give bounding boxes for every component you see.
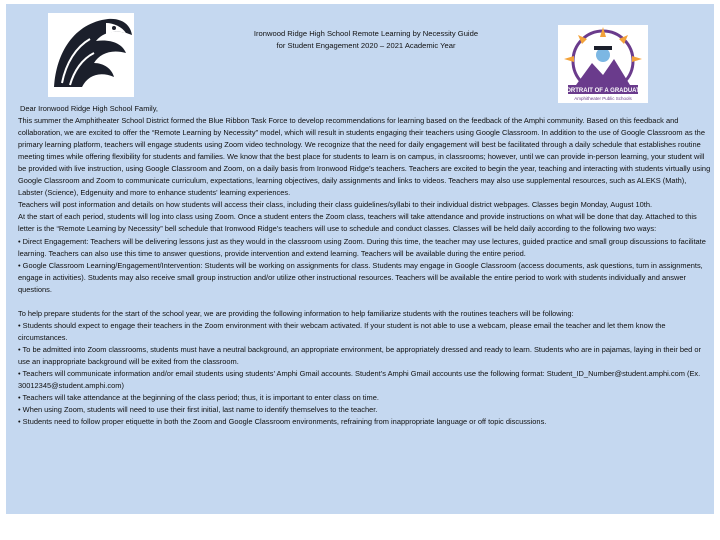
bullet-item: • Students should expect to engage their teachers in the Zoom environment with their webcam activated. If your student is not able to use a webcam, please email the teacher and let them know the circumstances. <box>18 320 666 342</box>
paragraph: Teachers will post information and details on how students will access their class, including their class guidelines/syllabi to their individual district webpages. Classes begin Monday, August 10th. <box>18 200 653 210</box>
svg-text:Amphitheater Public Schools: Amphitheater Public Schools <box>574 96 632 101</box>
bullet-item: • Google Classroom Learning/Engagement/Intervention: Students will be working on assignments for class. Students may engage in Google Classroom (access documents, ask questions, turn in assignments, engage in activities). Students may also receive small group instruction and/or utilize other instructional resources. Teachers will be available the entire period to work with students individually and answer questions. <box>18 260 703 294</box>
bullet-item: • Teachers will communicate information and/or email students using students’ Amphi Gmail accounts. Student’s Amphi Gmail accounts use the following format: Student_ID_Number@student.amphi.com (Ex. 30012345@student.amphi.com) <box>18 368 701 391</box>
paragraph: This summer the Amphitheater School District formed the Blue Ribbon Task Force to develop recommendations for learning based on the feedback of the Amphi community. Based on this feedback and collaboration, we are excited to offer the “Remote Learning by Necessity” model, which will result in students engaging their teachers using Google Classroom. In addition to the use of Google Classroom as the primary learning platform, teachers will engage students using Zoom video technology. We recognize that the need for daily engagement will best be facilitated through a daily schedule that establishes routine meeting times while offering flexibility for students and families. We know that the best place for students to learn is on campus, in classrooms; however, until we can provide in-person learning, your student will be provided with live instruction, using Google Classroom and Zoom, on a daily basis from Ironwood Ridge’s teachers. Teachers are excited to begin the year, teaching and interacting with students virtually using Google Classroom and Zoom to communicate curriculum, expectations, learning objectives, daily assignments and links to videos. Teachers may also use supplemental resources, such as ALEKS (Math), Labster (Science), Edgenuity and more to enhance students’ learning experiences. <box>18 116 711 198</box>
paragraph-gap <box>18 296 712 308</box>
svg-text:PORTRAIT OF A GRADUATE: PORTRAIT OF A GRADUATE <box>562 88 644 94</box>
bullet-item: • Teachers will take attendance at the beginning of the class period; thus, it is important to enter class on time. <box>18 393 379 403</box>
document-title <box>206 28 526 52</box>
portrait-of-a-graduate-logo-icon <box>558 25 648 103</box>
letter-body <box>18 103 712 428</box>
document-slide <box>6 4 714 514</box>
paragraph-salutation: Dear Ironwood Ridge High School Family, <box>20 104 158 113</box>
bullet-item: • Direct Engagement: Teachers will be delivering lessons just as they would in the classroom using Zoom. During this time, the teacher may use lectures, guided practice and small group discussions to facilitate learning. Teachers can also use this time to answer questions, provide intervention and extend learning. Teachers will be available during the entire period. <box>18 236 706 258</box>
title-line-2: for Student Engagement 2020 – 2021 Academic Year <box>276 41 456 50</box>
bullet-item: • To be admitted into Zoom classrooms, students must have a neutral background, an appropriate environment, be appropriately dressed and ready to learn. Students who are in pajamas, laying in their bed or use an inappropriate background will be exited from the classroom. <box>18 344 701 366</box>
eagle-logo-icon <box>48 13 134 97</box>
bullet-item: • Students need to follow proper etiquette in both the Zoom and Google Classroom environments, refraining from inappropriate language or off topic discussions. <box>18 417 547 427</box>
paragraph: To help prepare students for the start of the school year, we are providing the following information to help familiarize students with the routines teachers will be following: <box>18 308 574 318</box>
title-line-1: Ironwood Ridge High School Remote Learning by Necessity Guide <box>253 29 479 38</box>
paragraph: At the start of each period, students will log into class using Zoom. Once a student enters the Zoom class, teachers will take attendance and provide instructions on what will be done that day. Attached to this letter is the “Remote Learning by Necessity” bell schedule that Ironwood Ridge’s teachers will use to schedule and conduct classes. Classes will be held daily according to the following two ways: <box>18 212 697 234</box>
bullet-item: • When using Zoom, students will need to use their first initial, last name to identify themselves to the teacher. <box>18 405 378 415</box>
